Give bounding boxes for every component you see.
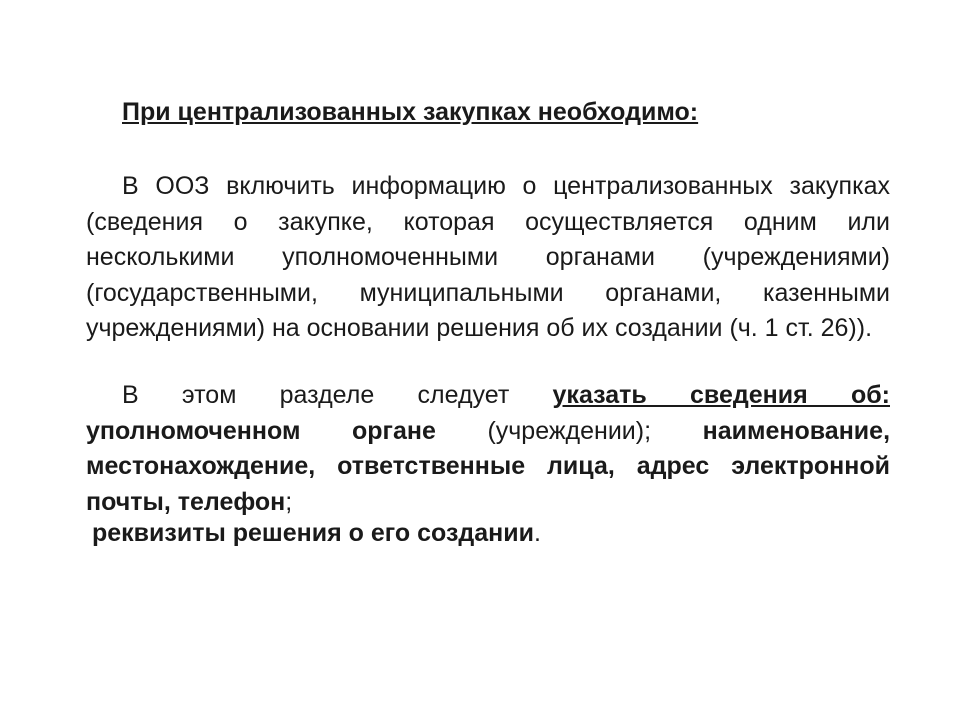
semicolon-text: ; xyxy=(285,487,293,516)
contact-details-text: наименование, местонахождение, ответственные лица, адрес электронной почты, телефон xyxy=(86,416,891,516)
authorized-body-text: уполномоченном органе xyxy=(86,416,488,445)
final-punctuation: . xyxy=(533,519,541,547)
paragraph-centralized-purchases: В ООЗ включить информацию о централизованных закупках (сведения о закупке, которая осуществляется одним или несколькими уполномоченными органами (учреждениями) (государственными, муниципальными органами, казенными учреждениями) на основании решения об их создании (ч. 1 ст. 26)). xyxy=(86,172,890,342)
emphasis-specify-info: указать сведения об: xyxy=(552,381,890,409)
slide-title: При централизованных закупках необходимо: xyxy=(122,98,699,126)
decision-details-text: реквизиты решения о его создании xyxy=(92,519,534,547)
decision-details-line xyxy=(92,519,541,548)
paragraph-section-details xyxy=(86,378,890,520)
paragraph-lead: В этом разделе следует xyxy=(122,381,553,409)
institution-text: (учреждении); xyxy=(487,416,703,445)
